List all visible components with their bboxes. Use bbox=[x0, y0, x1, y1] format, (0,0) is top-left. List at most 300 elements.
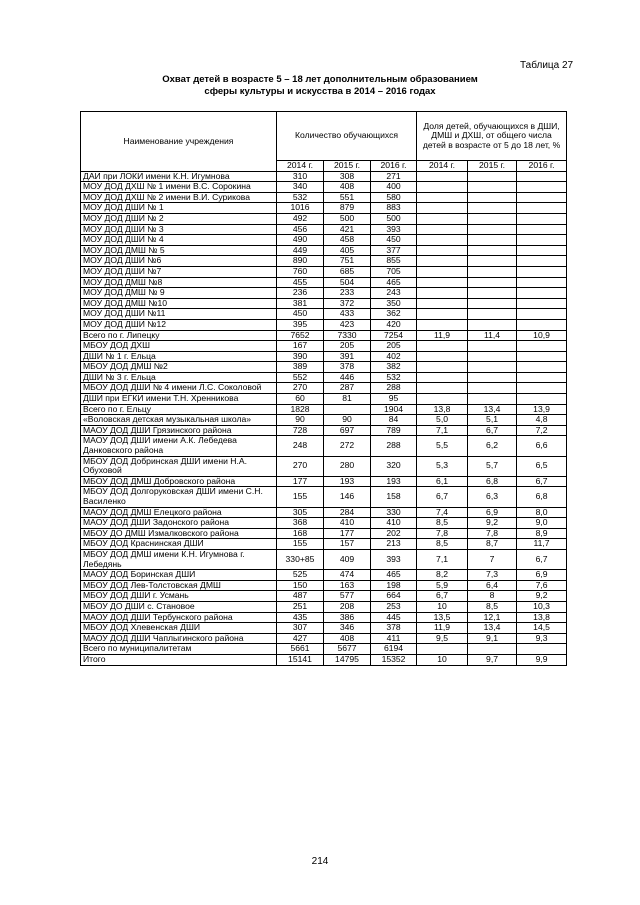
count-cell: 310 bbox=[277, 171, 324, 182]
share-cell: 6,1 bbox=[417, 476, 468, 487]
share-cell: 6,7 bbox=[417, 591, 468, 602]
year-header: 2014 г. bbox=[277, 161, 324, 172]
institution-cell: МБОУ ДОД Краснинская ДШИ bbox=[81, 539, 277, 550]
count-cell: 532 bbox=[277, 192, 324, 203]
count-cell: 7652 bbox=[277, 330, 324, 341]
table-title bbox=[80, 74, 560, 98]
table-row bbox=[81, 372, 567, 383]
count-cell: 272 bbox=[324, 436, 371, 456]
table-row bbox=[81, 298, 567, 309]
count-cell: 408 bbox=[324, 633, 371, 644]
count-cell: 382 bbox=[371, 362, 417, 373]
count-cell: 446 bbox=[324, 372, 371, 383]
share-cell: 14,5 bbox=[517, 623, 567, 634]
count-cell: 270 bbox=[277, 383, 324, 394]
count-cell: 789 bbox=[371, 425, 417, 436]
share-cell: 11,9 bbox=[417, 330, 468, 341]
count-cell: 879 bbox=[324, 203, 371, 214]
count-cell: 330 bbox=[371, 507, 417, 518]
count-cell: 386 bbox=[324, 612, 371, 623]
share-cell: 5,9 bbox=[417, 580, 468, 591]
count-cell: 381 bbox=[277, 298, 324, 309]
share-cell bbox=[517, 171, 567, 182]
share-cell bbox=[468, 277, 517, 288]
count-cell: 525 bbox=[277, 570, 324, 581]
share-cell bbox=[468, 182, 517, 193]
count-cell: 420 bbox=[371, 319, 417, 330]
count-cell: 84 bbox=[371, 415, 417, 426]
count-cell: 280 bbox=[324, 456, 371, 476]
table-row bbox=[81, 549, 567, 569]
count-cell: 487 bbox=[277, 591, 324, 602]
count-cell: 465 bbox=[371, 570, 417, 581]
year-header: 2015 г. bbox=[324, 161, 371, 172]
count-cell: 7254 bbox=[371, 330, 417, 341]
share-cell: 6,6 bbox=[517, 436, 567, 456]
table-row bbox=[81, 633, 567, 644]
count-cell: 198 bbox=[371, 580, 417, 591]
count-cell: 95 bbox=[371, 394, 417, 405]
share-cell: 6,7 bbox=[417, 487, 468, 507]
share-cell bbox=[417, 192, 468, 203]
count-cell: 378 bbox=[324, 362, 371, 373]
count-cell: 177 bbox=[324, 528, 371, 539]
share-cell bbox=[517, 298, 567, 309]
count-cell: 81 bbox=[324, 394, 371, 405]
share-cell bbox=[468, 213, 517, 224]
share-cell bbox=[417, 362, 468, 373]
share-cell bbox=[517, 203, 567, 214]
share-cell: 7,1 bbox=[417, 549, 468, 569]
share-cell bbox=[468, 224, 517, 235]
institution-cell: МБОУ ДОД ДМШ Добровского района bbox=[81, 476, 277, 487]
count-cell: 427 bbox=[277, 633, 324, 644]
count-cell: 402 bbox=[371, 351, 417, 362]
table-row bbox=[81, 623, 567, 634]
institution-cell: МОУ ДОД ДШИ №12 bbox=[81, 319, 277, 330]
header-row-1 bbox=[81, 112, 567, 161]
institution-cell: МАОУ ДОД ДШИ Тербунского района bbox=[81, 612, 277, 623]
count-cell: 233 bbox=[324, 288, 371, 299]
institution-cell: МБОУ ДОД Добринская ДШИ имени Н.А. Обуховой bbox=[81, 456, 277, 476]
share-cell bbox=[468, 644, 517, 655]
share-cell bbox=[517, 341, 567, 352]
share-cell: 9,0 bbox=[517, 518, 567, 529]
share-cell: 13,8 bbox=[517, 612, 567, 623]
share-cell bbox=[468, 288, 517, 299]
count-cell: 411 bbox=[371, 633, 417, 644]
share-cell bbox=[417, 351, 468, 362]
count-cell: 350 bbox=[371, 298, 417, 309]
share-cell bbox=[417, 213, 468, 224]
share-cell bbox=[417, 182, 468, 193]
table-row bbox=[81, 362, 567, 373]
count-cell: 330+85 bbox=[277, 549, 324, 569]
table-row bbox=[81, 213, 567, 224]
count-cell: 1016 bbox=[277, 203, 324, 214]
institution-cell: МАОУ ДОД Боринская ДШИ bbox=[81, 570, 277, 581]
table-row bbox=[81, 404, 567, 415]
institution-cell: МБОУ ДОД ДМШ имени К.Н. Игумнова г. Лебедянь bbox=[81, 549, 277, 569]
count-cell: 664 bbox=[371, 591, 417, 602]
share-cell bbox=[468, 256, 517, 267]
table-row bbox=[81, 351, 567, 362]
share-cell: 7,2 bbox=[517, 425, 567, 436]
share-cell bbox=[417, 644, 468, 655]
institution-cell: МОУ ДОД ДХШ № 1 имени В.С. Сорокина bbox=[81, 182, 277, 193]
table-row bbox=[81, 591, 567, 602]
count-cell: 409 bbox=[324, 549, 371, 569]
count-cell: 271 bbox=[371, 171, 417, 182]
institution-cell: МБОУ ДОД Лев-Толстовская ДМШ bbox=[81, 580, 277, 591]
count-cell: 445 bbox=[371, 612, 417, 623]
share-cell bbox=[417, 245, 468, 256]
institution-cell: МАОУ ДОД ДМШ Елецкого района bbox=[81, 507, 277, 518]
count-cell: 400 bbox=[371, 182, 417, 193]
share-cell: 9,1 bbox=[468, 633, 517, 644]
share-cell bbox=[468, 309, 517, 320]
table-row bbox=[81, 539, 567, 550]
share-cell: 8,0 bbox=[517, 507, 567, 518]
count-cell: 423 bbox=[324, 319, 371, 330]
count-cell: 284 bbox=[324, 507, 371, 518]
share-cell: 5,3 bbox=[417, 456, 468, 476]
count-cell: 492 bbox=[277, 213, 324, 224]
count-cell: 685 bbox=[324, 266, 371, 277]
table-number-label: Таблица 27 bbox=[520, 60, 574, 71]
count-cell: 14795 bbox=[324, 654, 371, 665]
count-cell: 193 bbox=[324, 476, 371, 487]
count-cell: 393 bbox=[371, 224, 417, 235]
share-cell: 10 bbox=[417, 654, 468, 665]
institution-cell: ДШИ при ЕГКИ имени Т.Н. Хренникова bbox=[81, 394, 277, 405]
institution-cell: МОУ ДОД ДМШ № 5 bbox=[81, 245, 277, 256]
share-cell bbox=[517, 192, 567, 203]
count-cell: 5677 bbox=[324, 644, 371, 655]
count-cell: 205 bbox=[371, 341, 417, 352]
share-cell bbox=[417, 288, 468, 299]
year-header: 2016 г. bbox=[517, 161, 567, 172]
share-cell bbox=[468, 351, 517, 362]
institution-cell: МБОУ ДО ДШИ с. Становое bbox=[81, 601, 277, 612]
share-cell: 9,2 bbox=[468, 518, 517, 529]
share-cell bbox=[517, 277, 567, 288]
count-cell: 320 bbox=[371, 456, 417, 476]
institution-cell: Всего по г. Ельцу bbox=[81, 404, 277, 415]
table-row bbox=[81, 570, 567, 581]
share-cell: 6,7 bbox=[517, 549, 567, 569]
table-row bbox=[81, 476, 567, 487]
count-cell: 288 bbox=[371, 383, 417, 394]
share-cell: 4,8 bbox=[517, 415, 567, 426]
institution-cell: МОУ ДОД ДХШ № 2 имени В.И. Сурикова bbox=[81, 192, 277, 203]
table-row bbox=[81, 394, 567, 405]
count-cell: 456 bbox=[277, 224, 324, 235]
share-cell bbox=[468, 171, 517, 182]
table-row bbox=[81, 277, 567, 288]
share-cell bbox=[417, 277, 468, 288]
share-cell bbox=[517, 213, 567, 224]
share-cell bbox=[468, 341, 517, 352]
share-cell bbox=[417, 341, 468, 352]
count-cell: 855 bbox=[371, 256, 417, 267]
table-row bbox=[81, 644, 567, 655]
share-cell: 8,9 bbox=[517, 528, 567, 539]
share-cell bbox=[468, 372, 517, 383]
table-row bbox=[81, 245, 567, 256]
count-cell: 377 bbox=[371, 245, 417, 256]
count-cell: 751 bbox=[324, 256, 371, 267]
count-cell: 287 bbox=[324, 383, 371, 394]
share-cell bbox=[417, 394, 468, 405]
institution-cell: МБОУ ДОД ДХШ bbox=[81, 341, 277, 352]
institution-cell: МБОУ ДОД ДШИ № 4 имени Л.С. Соколовой bbox=[81, 383, 277, 394]
share-cell bbox=[468, 203, 517, 214]
share-cell: 7,8 bbox=[417, 528, 468, 539]
institution-cell: МБОУ ДОД Хлевенская ДШИ bbox=[81, 623, 277, 634]
count-cell: 405 bbox=[324, 245, 371, 256]
share-cell bbox=[517, 224, 567, 235]
institution-cell: МОУ ДОД ДШИ № 3 bbox=[81, 224, 277, 235]
table-row bbox=[81, 319, 567, 330]
share-cell: 8,2 bbox=[417, 570, 468, 581]
count-cell: 305 bbox=[277, 507, 324, 518]
share-cell bbox=[417, 309, 468, 320]
table-row bbox=[81, 518, 567, 529]
institution-cell: МБОУ ДОД Долгоруковская ДШИ имени С.Н. Василенко bbox=[81, 487, 277, 507]
share-cell bbox=[417, 235, 468, 246]
table-row bbox=[81, 256, 567, 267]
share-cell: 13,4 bbox=[468, 623, 517, 634]
institution-cell: «Воловская детская музыкальная школа» bbox=[81, 415, 277, 426]
count-cell: 449 bbox=[277, 245, 324, 256]
share-cell bbox=[517, 362, 567, 373]
share-cell: 6,8 bbox=[517, 487, 567, 507]
institution-cell: МОУ ДОД ДМШ №8 bbox=[81, 277, 277, 288]
count-cell: 253 bbox=[371, 601, 417, 612]
count-cell: 458 bbox=[324, 235, 371, 246]
count-cell: 346 bbox=[324, 623, 371, 634]
share-cell: 9,7 bbox=[468, 654, 517, 665]
share-cell bbox=[417, 224, 468, 235]
count-cell: 580 bbox=[371, 192, 417, 203]
institution-cell: МАОУ ДОД ДШИ Чаплыгинского района bbox=[81, 633, 277, 644]
share-cell: 9,5 bbox=[417, 633, 468, 644]
table-row bbox=[81, 601, 567, 612]
share-cell bbox=[468, 362, 517, 373]
institution-cell: МБОУ ДО ДМШ Измалковского района bbox=[81, 528, 277, 539]
share-cell bbox=[517, 182, 567, 193]
share-cell: 11,4 bbox=[468, 330, 517, 341]
share-cell bbox=[417, 372, 468, 383]
share-cell: 8,7 bbox=[468, 539, 517, 550]
count-cell: 248 bbox=[277, 436, 324, 456]
institution-cell: МОУ ДОД ДМШ № 9 bbox=[81, 288, 277, 299]
count-cell: 1828 bbox=[277, 404, 324, 415]
share-cell: 11,9 bbox=[417, 623, 468, 634]
share-cell bbox=[517, 256, 567, 267]
count-cell: 15141 bbox=[277, 654, 324, 665]
share-cell bbox=[468, 319, 517, 330]
share-cell: 9,9 bbox=[517, 654, 567, 665]
share-cell: 6,7 bbox=[468, 425, 517, 436]
share-cell: 13,4 bbox=[468, 404, 517, 415]
count-cell: 5661 bbox=[277, 644, 324, 655]
count-cell: 307 bbox=[277, 623, 324, 634]
header-institution: Наименование учреждения bbox=[81, 112, 277, 172]
count-cell: 500 bbox=[324, 213, 371, 224]
share-cell bbox=[468, 245, 517, 256]
title-line-2: сферы культуры и искусства в 2014 – 2016 годах bbox=[204, 86, 436, 97]
count-cell: 577 bbox=[324, 591, 371, 602]
count-cell: 552 bbox=[277, 372, 324, 383]
table-row bbox=[81, 203, 567, 214]
institution-cell: МАОУ ДОД ДШИ Грязинского района bbox=[81, 425, 277, 436]
count-cell bbox=[324, 404, 371, 415]
table-row bbox=[81, 224, 567, 235]
count-cell: 270 bbox=[277, 456, 324, 476]
count-cell: 697 bbox=[324, 425, 371, 436]
count-cell: 213 bbox=[371, 539, 417, 550]
count-cell: 288 bbox=[371, 436, 417, 456]
count-cell: 177 bbox=[277, 476, 324, 487]
table-row bbox=[81, 415, 567, 426]
share-cell bbox=[417, 319, 468, 330]
count-cell: 208 bbox=[324, 601, 371, 612]
share-cell: 8,5 bbox=[417, 518, 468, 529]
share-cell bbox=[517, 309, 567, 320]
share-cell bbox=[517, 319, 567, 330]
share-cell: 7,6 bbox=[517, 580, 567, 591]
share-cell bbox=[417, 171, 468, 182]
share-cell bbox=[517, 394, 567, 405]
count-cell: 7330 bbox=[324, 330, 371, 341]
count-cell: 6194 bbox=[371, 644, 417, 655]
count-cell: 167 bbox=[277, 341, 324, 352]
count-cell: 390 bbox=[277, 351, 324, 362]
year-header: 2016 г. bbox=[371, 161, 417, 172]
institution-cell: МБОУ ДОД ДШИ г. Усмань bbox=[81, 591, 277, 602]
count-cell: 410 bbox=[324, 518, 371, 529]
share-cell bbox=[468, 192, 517, 203]
year-header: 2015 г. bbox=[468, 161, 517, 172]
count-cell: 378 bbox=[371, 623, 417, 634]
count-cell: 465 bbox=[371, 277, 417, 288]
count-cell: 146 bbox=[324, 487, 371, 507]
count-cell: 372 bbox=[324, 298, 371, 309]
institution-cell: ДШИ № 1 г. Ельца bbox=[81, 351, 277, 362]
institution-cell: Всего по г. Липецку bbox=[81, 330, 277, 341]
table-row bbox=[81, 507, 567, 518]
share-cell bbox=[517, 372, 567, 383]
share-cell: 10,9 bbox=[517, 330, 567, 341]
count-cell: 163 bbox=[324, 580, 371, 591]
institution-cell: МОУ ДОД ДШИ № 1 bbox=[81, 203, 277, 214]
institution-cell: МОУ ДОД ДШИ №6 bbox=[81, 256, 277, 267]
share-cell: 6,5 bbox=[517, 456, 567, 476]
count-cell: 393 bbox=[371, 549, 417, 569]
count-cell: 15352 bbox=[371, 654, 417, 665]
count-cell: 410 bbox=[371, 518, 417, 529]
institution-cell: МОУ ДОД ДШИ № 4 bbox=[81, 235, 277, 246]
table-row bbox=[81, 425, 567, 436]
count-cell: 60 bbox=[277, 394, 324, 405]
count-cell: 455 bbox=[277, 277, 324, 288]
table-row bbox=[81, 436, 567, 456]
institution-cell: ДШИ № 3 г. Ельца bbox=[81, 372, 277, 383]
table-row bbox=[81, 654, 567, 665]
share-cell: 5,7 bbox=[468, 456, 517, 476]
count-cell: 500 bbox=[371, 213, 417, 224]
share-cell bbox=[517, 266, 567, 277]
count-cell: 150 bbox=[277, 580, 324, 591]
count-cell: 155 bbox=[277, 487, 324, 507]
count-cell: 408 bbox=[324, 182, 371, 193]
share-cell: 7,8 bbox=[468, 528, 517, 539]
share-cell bbox=[417, 298, 468, 309]
count-cell: 243 bbox=[371, 288, 417, 299]
share-cell: 12,1 bbox=[468, 612, 517, 623]
count-cell: 362 bbox=[371, 309, 417, 320]
institution-cell: МОУ ДОД ДМШ №10 bbox=[81, 298, 277, 309]
share-cell bbox=[468, 383, 517, 394]
count-cell: 728 bbox=[277, 425, 324, 436]
header-share: Доля детей, обучающихся в ДШИ, ДМШ и ДХШ, от общего числа детей в возрасте от 5 до 18 лет, % bbox=[417, 112, 567, 161]
count-cell: 532 bbox=[371, 372, 417, 383]
share-cell: 6,4 bbox=[468, 580, 517, 591]
table-row bbox=[81, 383, 567, 394]
institution-cell: МОУ ДОД ДШИ №11 bbox=[81, 309, 277, 320]
share-cell: 5,0 bbox=[417, 415, 468, 426]
share-cell bbox=[417, 383, 468, 394]
count-cell: 90 bbox=[277, 415, 324, 426]
share-cell bbox=[417, 256, 468, 267]
share-cell: 8 bbox=[468, 591, 517, 602]
table-row bbox=[81, 456, 567, 476]
count-cell: 490 bbox=[277, 235, 324, 246]
share-cell bbox=[517, 383, 567, 394]
count-cell: 1904 bbox=[371, 404, 417, 415]
table-row bbox=[81, 528, 567, 539]
institution-cell: Итого bbox=[81, 654, 277, 665]
institution-cell: МБОУ ДОД ДМШ №2 bbox=[81, 362, 277, 373]
table-row bbox=[81, 309, 567, 320]
share-cell: 6,7 bbox=[517, 476, 567, 487]
table-row bbox=[81, 612, 567, 623]
share-cell bbox=[517, 351, 567, 362]
share-cell: 8,5 bbox=[468, 601, 517, 612]
count-cell: 251 bbox=[277, 601, 324, 612]
table-row bbox=[81, 341, 567, 352]
share-cell: 6,9 bbox=[517, 570, 567, 581]
institution-cell: МОУ ДОД ДШИ № 2 bbox=[81, 213, 277, 224]
count-cell: 202 bbox=[371, 528, 417, 539]
institution-cell: ДАИ при ЛОКИ имени К.Н. Игумнова bbox=[81, 171, 277, 182]
share-cell bbox=[517, 288, 567, 299]
share-cell: 7,4 bbox=[417, 507, 468, 518]
count-cell: 157 bbox=[324, 539, 371, 550]
count-cell: 368 bbox=[277, 518, 324, 529]
share-cell bbox=[468, 266, 517, 277]
count-cell: 450 bbox=[277, 309, 324, 320]
share-cell: 7 bbox=[468, 549, 517, 569]
count-cell: 890 bbox=[277, 256, 324, 267]
share-cell bbox=[517, 644, 567, 655]
count-cell: 474 bbox=[324, 570, 371, 581]
table-row bbox=[81, 330, 567, 341]
count-cell: 395 bbox=[277, 319, 324, 330]
count-cell: 340 bbox=[277, 182, 324, 193]
